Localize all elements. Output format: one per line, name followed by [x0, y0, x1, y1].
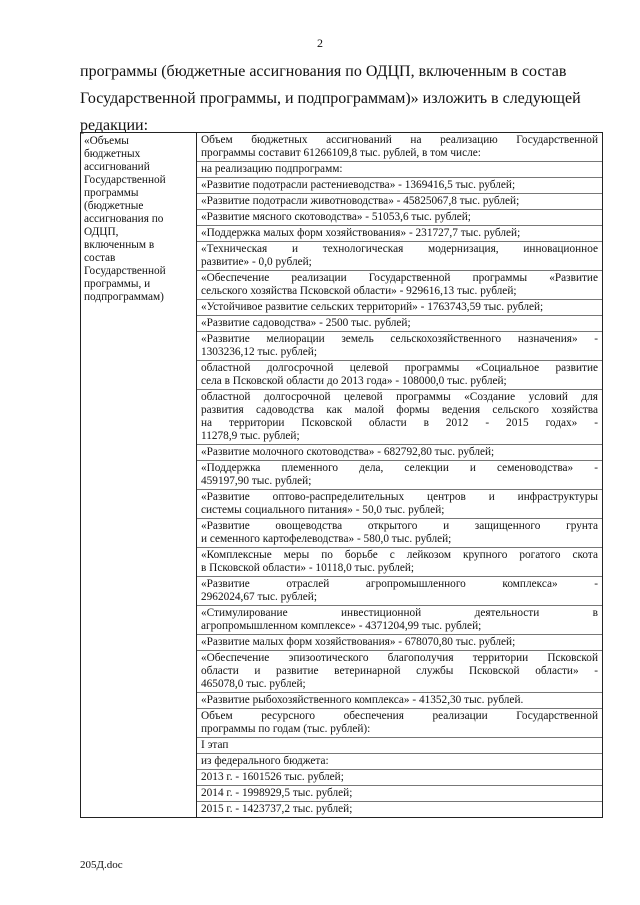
list-item [197, 332, 602, 361]
list-item-line: I этап [201, 739, 229, 751]
list-item [197, 802, 602, 817]
list-item [197, 738, 602, 754]
list-item-line: 459197,90 тыс. рублей; [201, 475, 312, 487]
list-item-line: программы составит 61266109,8 тыс. рублей, в том числе: [201, 147, 481, 159]
list-item [197, 548, 602, 577]
left-cell-line: бюджетных [84, 148, 141, 160]
list-item-line: «Развитие мелиорации земель сельскохозяйственного назначения» - [201, 333, 598, 345]
list-item [197, 300, 602, 316]
list-item [197, 651, 602, 693]
list-item-line: сельского хозяйства Псковской области» - 929616,13 тыс. рублей; [201, 285, 517, 297]
list-item-line: «Развитие малых форм хозяйствования» - 678070,80 тыс. рублей; [201, 636, 516, 648]
list-item-line: программы по годам (тыс. рублей): [201, 723, 371, 735]
list-item [197, 316, 602, 332]
list-item-line: «Комплексные меры по борьбе с лейкозом крупного рогатого скота [201, 549, 598, 561]
left-cell-line: Государственной [84, 265, 166, 277]
left-cell-line: Государственной [84, 174, 166, 186]
list-item-line: «Обеспечение реализации Государственной программы «Развитие [201, 272, 598, 284]
list-item-line: «Развитие оптово-распределительных центров и инфраструктуры [201, 491, 598, 503]
list-item-line: 2962024,67 тыс. рублей; [201, 591, 317, 603]
list-item [197, 461, 602, 490]
list-item [197, 709, 602, 738]
list-item-line: на территории Псковской области в 2012 - 2015 годах» - [201, 417, 598, 429]
list-item-line: «Развитие подотрасли животноводства» - 45825067,8 тыс. рублей; [201, 195, 520, 207]
list-item [197, 133, 602, 162]
list-item [197, 770, 602, 786]
right-cell [197, 133, 603, 818]
list-item [197, 490, 602, 519]
list-item-line: 2015 г. - 1423737,2 тыс. рублей; [201, 803, 353, 815]
intro-line: программы (бюджетные ассигнования по ОДЦП, включенным в состав [80, 63, 567, 80]
list-item [197, 178, 602, 194]
list-item-line: 1303236,12 тыс. рублей; [201, 346, 317, 358]
list-item [197, 162, 602, 178]
list-item-line: 2013 г. - 1601526 тыс. рублей; [201, 771, 344, 783]
footer-filename: 205Д.doc [80, 859, 123, 871]
list-item [197, 194, 602, 210]
list-item-line: Объем бюджетных ассигнований на реализацию Государственной [201, 134, 598, 146]
list-item-line: «Развитие рыбохозяйственного комплекса» - 41352,30 тыс. рублей. [201, 694, 524, 706]
list-item-line: областной долгосрочной целевой программы «Социальное развитие [201, 362, 598, 374]
list-item-line: области и развитие ветеринарной службы Псковской области» - [201, 665, 598, 677]
list-item [197, 271, 602, 300]
left-cell-line: программы, и [84, 278, 151, 290]
left-cell-line: ОДЦП, [84, 226, 119, 238]
list-item-line: 465078,0 тыс. рублей; [201, 678, 306, 690]
list-item-line: и семенного картофелеводства» - 580,0 тыс. рублей; [201, 533, 452, 545]
page-number: 2 [317, 36, 323, 50]
list-item-line: системы социального питания» - 50,0 тыс. рублей; [201, 504, 445, 516]
list-item-line: «Развитие мясного скотоводства» - 51053,6 тыс. рублей; [201, 211, 471, 223]
left-cell-line: «Объемы [84, 135, 129, 147]
intro-line: Государственной программы, и подпрограммам)» изложить в следующей [80, 90, 581, 107]
left-cell-line: ассигнований [84, 161, 150, 173]
left-cell-line: ассигнования по [84, 213, 164, 225]
list-item [197, 519, 602, 548]
list-item [197, 635, 602, 651]
list-item-line: «Стимулирование инвестиционной деятельности в [201, 607, 598, 619]
list-item [197, 390, 602, 445]
list-item-line: агропромышленном комплексе» - 4371204,99 тыс. рублей; [201, 620, 482, 632]
list-item [197, 693, 602, 709]
list-item-line: «Техническая и технологическая модернизация, инновационное [201, 243, 598, 255]
intro-line: редакции: [80, 117, 149, 134]
list-item-line: «Развитие овощеводства открытого и защищенного грунта [201, 520, 598, 532]
list-item-line: «Поддержка малых форм хозяйствования» - 231727,7 тыс. рублей; [201, 227, 521, 239]
left-cell-line: (бюджетные [84, 200, 144, 212]
list-item [197, 445, 602, 461]
list-item-line: областной долгосрочной целевой программы «Создание условий для [201, 391, 598, 403]
list-item-line: «Развитие молочного скотоводства» - 682792,80 тыс. рублей; [201, 446, 495, 458]
list-item-line: на реализацию подпрограмм: [201, 163, 343, 175]
list-item-line: Объем ресурсного обеспечения реализации Государственной [201, 710, 598, 722]
left-cell-line: состав [84, 252, 116, 264]
list-item [197, 210, 602, 226]
list-item [197, 606, 602, 635]
left-cell-line: включенным в [84, 239, 155, 251]
list-item-line: из федерального бюджета: [201, 755, 329, 767]
list-item [197, 361, 602, 390]
list-item-line: «Устойчивое развитие сельских территорий» - 1763743,59 тыс. рублей; [201, 301, 544, 313]
left-cell [81, 133, 197, 818]
list-item-line: «Развитие отраслей агропромышленного комплекса» - [201, 578, 598, 590]
intro-paragraph [80, 58, 602, 139]
list-item [197, 242, 602, 271]
list-item [197, 577, 602, 606]
list-item-line: развитие» - 0,0 рублей; [201, 256, 312, 268]
table-row [81, 133, 603, 818]
list-item-line: «Поддержка племенного дела, селекции и семеноводства» - [201, 462, 598, 474]
list-item-line: 2014 г. - 1998929,5 тыс. рублей; [201, 787, 353, 799]
list-item-line: «Обеспечение эпизоотического благополучия территории Псковской [201, 652, 598, 664]
left-cell-line: программы [84, 187, 139, 199]
list-item-line: развития садоводства как малой формы ведения сельского хозяйства [201, 404, 598, 416]
list-item-line: «Развитие подотрасли растениеводства» - 1369416,5 тыс. рублей; [201, 179, 516, 191]
list-item-line: «Развитие садоводства» - 2500 тыс. рублей; [201, 317, 411, 329]
passport-table [80, 132, 603, 818]
list-item [197, 226, 602, 242]
list-item-line: 11278,9 тыс. рублей; [201, 430, 300, 442]
list-item-line: в Псковской области» - 10118,0 тыс. рублей; [201, 562, 415, 574]
left-cell-line: подпрограммам) [84, 291, 164, 303]
list-item [197, 754, 602, 770]
list-item [197, 786, 602, 802]
list-item-line: села в Псковской области до 2013 года» - 108000,0 тыс. рублей; [201, 375, 507, 387]
